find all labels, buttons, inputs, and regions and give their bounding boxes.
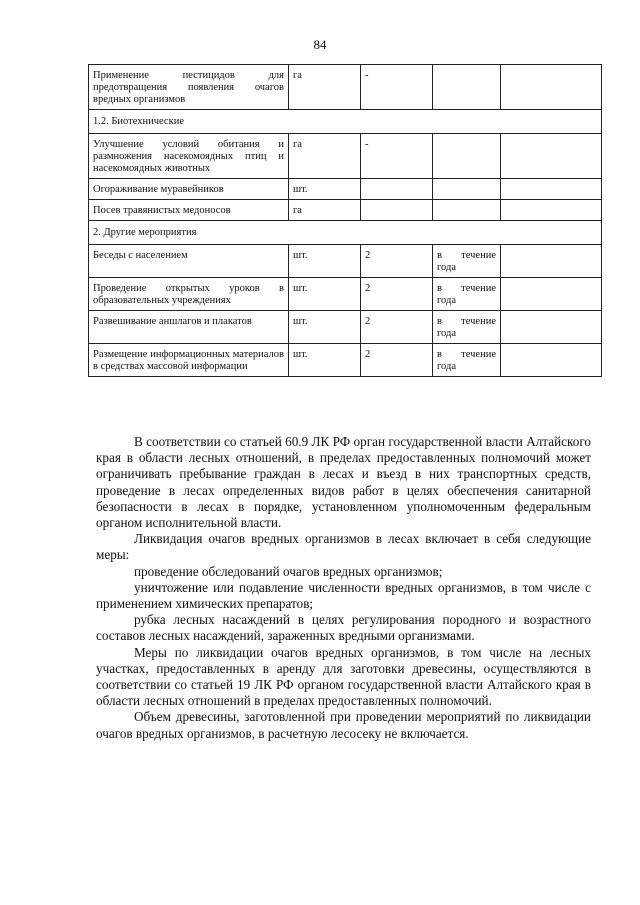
note-cell	[501, 245, 602, 278]
volume-cell: 2	[361, 245, 433, 278]
measure-name: Посев травянистых медоносов	[89, 200, 289, 221]
measure-name: Беседы с населением	[89, 245, 289, 278]
volume-cell	[361, 179, 433, 200]
table-row	[89, 134, 602, 179]
table-row	[89, 311, 602, 344]
measure-name: Огораживание муравейников	[89, 179, 289, 200]
volume-cell	[361, 200, 433, 221]
list-item: проведение обследований очагов вредных организмов;	[134, 563, 443, 579]
period-cell: в течение года	[433, 344, 501, 377]
paragraph: Ликвидация очагов вредных организмов в лесах включает в себя следующие меры:	[96, 531, 591, 563]
unit-cell: шт.	[289, 311, 361, 344]
paragraph: Объем древесины, заготовленной при проведении мероприятий по ликвидации очагов вредных организмов, в расчетную лесосеку не включается.	[96, 709, 591, 741]
note-cell	[501, 134, 602, 179]
unit-cell: га	[289, 200, 361, 221]
unit-cell: га	[289, 65, 361, 110]
period-cell	[433, 179, 501, 200]
period-cell: в течение года	[433, 278, 501, 311]
period-cell	[433, 200, 501, 221]
measure-name: Применение пестицидов для предотвращения появления очагов вредных организмов	[89, 65, 289, 110]
period-cell: в течение года	[433, 245, 501, 278]
measure-name: Размещение информационных материалов в средствах массовой информации	[89, 344, 289, 377]
table-row	[89, 200, 602, 221]
unit-cell: шт.	[289, 245, 361, 278]
page-number: 84	[313, 37, 327, 52]
volume-cell: 2	[361, 278, 433, 311]
measures-table	[88, 64, 602, 377]
volume-cell: 2	[361, 311, 433, 344]
volume-cell: -	[361, 65, 433, 110]
note-cell	[501, 344, 602, 377]
section-title: 2. Другие мероприятия	[89, 221, 602, 245]
paragraph: Меры по ликвидации очагов вредных организмов, в том числе на лесных участках, предоставленных в аренду для заготовки древесины, осуществляются в соответствии со статьей 19 ЛК РФ органом государственной власти Алтайского края в области лесных отношений в пределах предоставленных полномочий.	[96, 644, 591, 709]
note-cell	[501, 179, 602, 200]
table-section-row	[89, 110, 602, 134]
unit-cell: шт.	[289, 344, 361, 377]
volume-cell: -	[361, 134, 433, 179]
note-cell	[501, 278, 602, 311]
measures-table-body	[89, 65, 602, 377]
list-item: рубка лесных насаждений в целях регулирования породного и возрастного составов лесных насаждений, зараженных вредными организмами.	[96, 612, 591, 644]
period-cell	[433, 65, 501, 110]
unit-cell: шт.	[289, 179, 361, 200]
note-cell	[501, 65, 602, 110]
table-row	[89, 344, 602, 377]
period-cell	[433, 134, 501, 179]
table-row	[89, 179, 602, 200]
note-cell	[501, 311, 602, 344]
measure-name: Проведение открытых уроков в образовательных учреждениях	[89, 278, 289, 311]
section-title: 1.2. Биотехнические	[89, 110, 602, 134]
paragraph: В соответствии со статьей 60.9 ЛК РФ орган государственной власти Алтайского края в области лесных отношений, в пределах предоставленных полномочий может ограничивать пребывание граждан в лесах и въезд в них транспортных средств, проведение в лесах определенных видов работ в целях обеспечения санитарной безопасности в лесах в порядке, установленном уполномоченным федеральным органом исполнительной власти.	[96, 434, 591, 531]
note-cell	[501, 200, 602, 221]
period-cell: в течение года	[433, 311, 501, 344]
body-text	[96, 434, 591, 742]
table-row	[89, 278, 602, 311]
volume-cell: 2	[361, 344, 433, 377]
table-row	[89, 65, 602, 110]
table-section-row	[89, 221, 602, 245]
unit-cell: шт.	[289, 278, 361, 311]
measure-name: Развешивание аншлагов и плакатов	[89, 311, 289, 344]
unit-cell: га	[289, 134, 361, 179]
table-row	[89, 245, 602, 278]
measure-name: Улучшение условий обитания и размножения насекомоядных птиц и насекомоядных животных	[89, 134, 289, 179]
list-item: уничтожение или подавление численности вредных организмов, в том числе с применением химических препаратов;	[96, 579, 591, 612]
